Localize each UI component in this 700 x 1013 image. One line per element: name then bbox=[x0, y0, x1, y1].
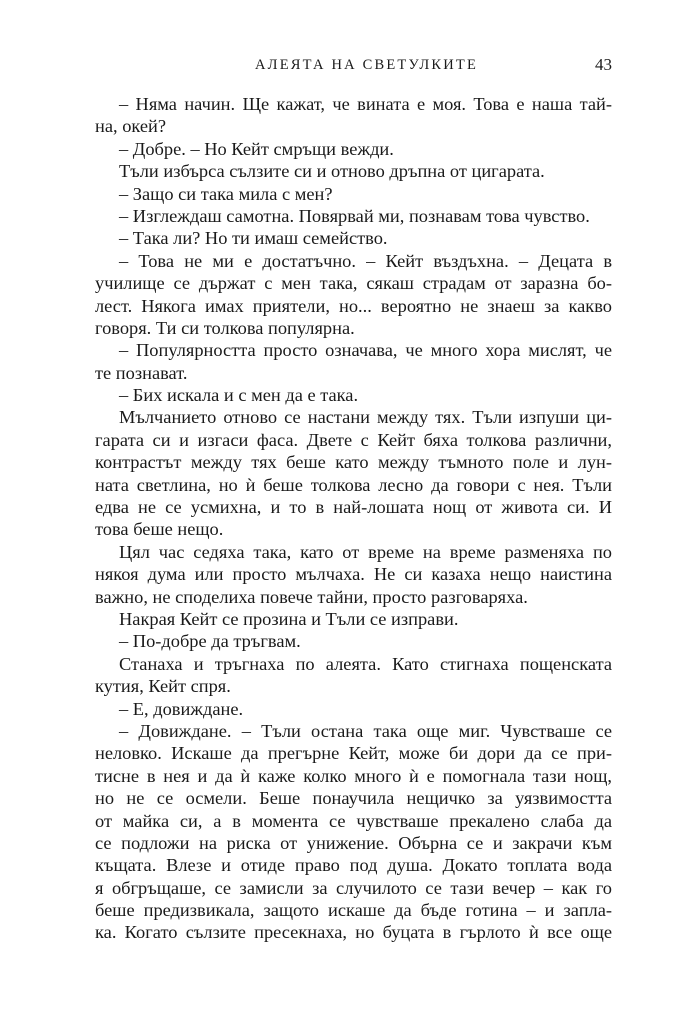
text-line: Тъли избърса сълзите си и отново дръпна от цигарата. bbox=[119, 161, 545, 182]
text-line: едва не се усмихна, и то в най-лошата нощ от живота си. И bbox=[95, 497, 612, 518]
text-line: – Изглеждаш самотна. Повярвай ми, познавам това чувство. bbox=[119, 205, 590, 226]
text-line: Станаха и тръгнаха по алеята. Като стигнаха пощенската bbox=[119, 653, 612, 674]
text-line: я обгръщаше, се замисли за случилото се тази вечер – как го bbox=[95, 877, 612, 898]
text-line: контрастът между тях беше като между тъмното поле и лун- bbox=[95, 452, 612, 473]
text-line: Цял час седяха така, като от време на време разменяха по bbox=[119, 541, 612, 562]
text-line: Мълчанието отново се настани между тях. Тъли изпуши ци- bbox=[119, 407, 612, 428]
text-line: – Популярността просто означава, че много хора мислят, че bbox=[119, 340, 612, 361]
body-text bbox=[95, 93, 612, 944]
text-line: – Така ли? Но ти имаш семейство. bbox=[119, 228, 388, 249]
text-line: на, окей? bbox=[95, 116, 167, 137]
text-line: – Добре. – Но Кейт смръщи вежди. bbox=[119, 138, 394, 159]
text-line: ната светлина, но ѝ беше толкова лесно да говори с нея. Тъли bbox=[95, 474, 612, 495]
text-line: някоя дума или просто мълчаха. Не си казаха нещо наистина bbox=[95, 564, 612, 585]
text-line: говоря. Ти си толкова популярна. bbox=[95, 317, 355, 338]
text-line: Накрая Кейт се прозина и Тъли се изправи. bbox=[119, 608, 459, 629]
text-line: ка. Когато сълзите пресекнаха, но буцата в гърлото ѝ все още bbox=[95, 922, 612, 943]
text-line: – По-добре да тръгвам. bbox=[119, 631, 301, 652]
text-line: училище се държат с мен така, сякаш страдам от заразна бо- bbox=[95, 273, 612, 294]
running-title: АЛЕЯТА НА СВЕТУЛКИТЕ bbox=[255, 57, 479, 73]
text-line: – Защо си така мила с мен? bbox=[119, 183, 333, 204]
running-header bbox=[95, 54, 612, 78]
text-line: кутия, Кейт спря. bbox=[95, 676, 231, 697]
text-line: беше предизвикала, защото искаше да бъде готина – и запла- bbox=[95, 900, 612, 921]
text-line: – Няма начин. Ще кажат, че вината е моя. Това е наша тай- bbox=[119, 94, 612, 114]
text-line: от майка си, а в момента се чувстваше прекалено слаба да bbox=[95, 810, 612, 831]
text-line: – Е, довиждане. bbox=[119, 698, 244, 719]
text-line: това беше нещо. bbox=[95, 519, 224, 540]
text-line: но не се осмели. Беше понаучила нещичко за уязвимостта bbox=[95, 788, 612, 809]
text-line: къщата. Влезе и отиде право под душа. Докато топлата вода bbox=[95, 855, 612, 876]
text-line: се подложи на риска от унижение. Обърна се и закрачи към bbox=[95, 832, 612, 853]
text-line: – Това не ми е достатъчно. – Кейт въздъхна. – Децата в bbox=[119, 250, 612, 271]
page-number: 43 bbox=[595, 55, 612, 74]
text-line: лест. Някога имах приятели, но... вероятно не знаеш за какво bbox=[95, 295, 612, 316]
text-line: тисне в нея и да ѝ каже колко много ѝ е помогнала тази нощ, bbox=[95, 765, 612, 786]
text-line: – Довиждане. – Тъли остана така още миг. Чувстваше се bbox=[119, 720, 612, 741]
text-line: неловко. Искаше да прегърне Кейт, може би дори да се при- bbox=[95, 743, 612, 764]
text-line: важно, не споделиха повече тайни, просто разговаряха. bbox=[95, 586, 528, 607]
text-line: гарата си и изгаси фаса. Двете с Кейт бяха толкова различни, bbox=[95, 429, 612, 450]
text-line: те познават. bbox=[95, 362, 188, 383]
text-line: – Бих искала и с мен да е така. bbox=[119, 385, 359, 406]
